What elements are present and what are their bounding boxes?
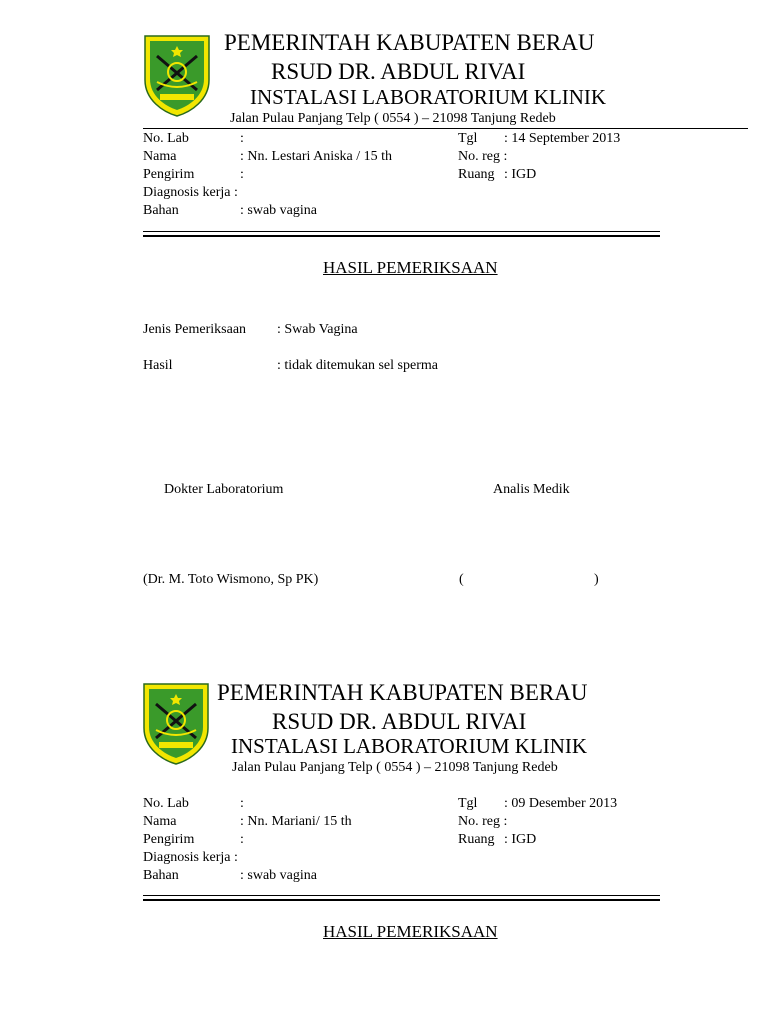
pengirim-value: : bbox=[240, 167, 244, 182]
nolab-label: No. Lab bbox=[143, 131, 189, 146]
doctor-title: Dokter Laboratorium bbox=[164, 482, 284, 497]
diagnosis-label: Diagnosis kerja : bbox=[143, 185, 238, 200]
ruang-label: Ruang bbox=[458, 832, 495, 847]
header-hospital: RSUD DR. ABDUL RIVAI bbox=[272, 709, 527, 734]
doctor-name: (Dr. M. Toto Wismono, Sp PK) bbox=[143, 572, 319, 587]
pengirim-value: : bbox=[240, 832, 244, 847]
header-department: INSTALASI LABORATORIUM KLINIK bbox=[250, 85, 607, 109]
bahan-label: Bahan bbox=[143, 868, 179, 883]
ruang-label: Ruang bbox=[458, 167, 495, 182]
info-divider-top bbox=[143, 231, 660, 232]
header-agency: PEMERINTAH KABUPATEN BERAU bbox=[217, 680, 588, 705]
header-address: Jalan Pulau Panjang Telp ( 0554 ) – 21098 Tanjung Redeb bbox=[230, 111, 556, 126]
header-department: INSTALASI LABORATORIUM KLINIK bbox=[231, 734, 588, 758]
pengirim-label: Pengirim bbox=[143, 167, 195, 182]
analyst-close-paren: ) bbox=[594, 572, 599, 587]
info-divider-top bbox=[143, 895, 660, 896]
header-divider bbox=[143, 128, 748, 129]
tgl-label: Tgl bbox=[458, 796, 478, 811]
analyst-title: Analis Medik bbox=[493, 482, 570, 497]
nama-value: : Nn. Mariani/ 15 th bbox=[240, 814, 352, 829]
diagnosis-label: Diagnosis kerja : bbox=[143, 850, 238, 865]
jenis-label: Jenis Pemeriksaan bbox=[143, 322, 247, 337]
nolab-value: : bbox=[240, 796, 244, 811]
nama-value: : Nn. Lestari Aniska / 15 th bbox=[240, 149, 393, 164]
noreg-label: No. reg : bbox=[458, 814, 508, 829]
result-title: HASIL PEMERIKSAAN bbox=[323, 922, 498, 941]
tgl-value: : 09 Desember 2013 bbox=[504, 796, 618, 811]
nama-label: Nama bbox=[143, 814, 177, 829]
berau-emblem-icon bbox=[142, 682, 210, 766]
info-divider-bottom bbox=[143, 235, 660, 237]
result-title: HASIL PEMERIKSAAN bbox=[323, 258, 498, 277]
header-address: Jalan Pulau Panjang Telp ( 0554 ) – 21098 Tanjung Redeb bbox=[232, 760, 558, 775]
ruang-value: : IGD bbox=[504, 167, 537, 182]
info-divider-bottom bbox=[143, 899, 660, 901]
bahan-label: Bahan bbox=[143, 203, 179, 218]
header-agency: PEMERINTAH KABUPATEN BERAU bbox=[224, 30, 595, 55]
nolab-label: No. Lab bbox=[143, 796, 189, 811]
analyst-open-paren: ( bbox=[459, 572, 464, 587]
nolab-value: : bbox=[240, 131, 244, 146]
tgl-label: Tgl bbox=[458, 131, 478, 146]
noreg-label: No. reg : bbox=[458, 149, 508, 164]
ruang-value: : IGD bbox=[504, 832, 537, 847]
tgl-value: : 14 September 2013 bbox=[504, 131, 621, 146]
nama-label: Nama bbox=[143, 149, 177, 164]
bahan-value: : swab vagina bbox=[240, 203, 317, 218]
hasil-value: : tidak ditemukan sel sperma bbox=[277, 358, 438, 373]
header-hospital: RSUD DR. ABDUL RIVAI bbox=[271, 59, 526, 84]
jenis-value: : Swab Vagina bbox=[277, 322, 358, 337]
hasil-label: Hasil bbox=[143, 358, 173, 373]
berau-emblem-icon bbox=[143, 34, 211, 118]
bahan-value: : swab vagina bbox=[240, 868, 317, 883]
pengirim-label: Pengirim bbox=[143, 832, 195, 847]
